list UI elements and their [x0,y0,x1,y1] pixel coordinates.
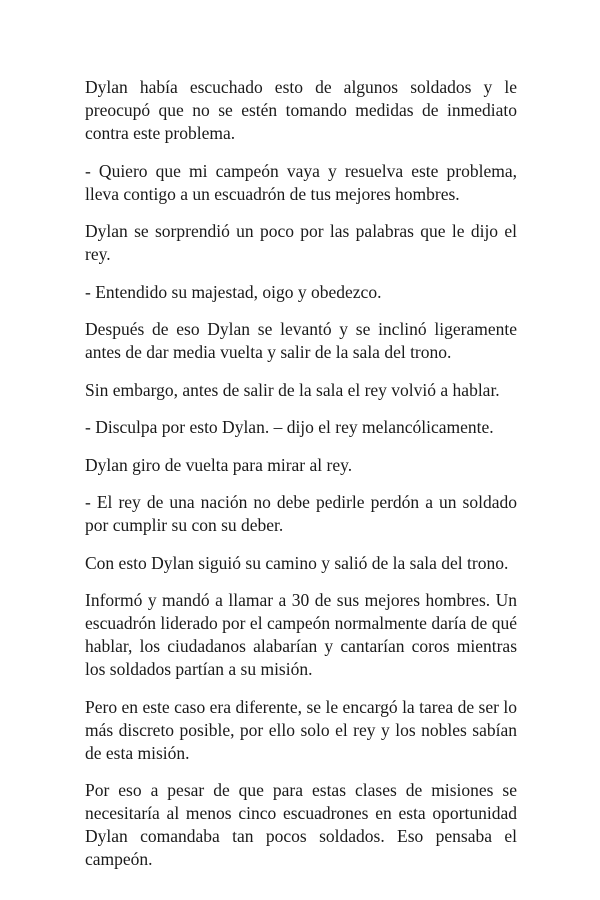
paragraph-13: Por eso a pesar de que para estas clases de misiones se necesitaría al menos cinco escuadrones en esta oportunidad Dylan comandaba tan pocos soldados. Eso pensaba el campeón. [85,780,517,869]
paragraph-9: - El rey de una nación no debe pedirle perdón a un soldado por cumplir su con su deber. [85,492,517,535]
document-page [85,76,517,886]
paragraph-2: - Quiero que mi campeón vaya y resuelva este problema, lleva contigo a un escuadrón de tus mejores hombres. [85,160,517,204]
paragraph-6: Sin embargo, antes de salir de la sala el rey volvió a hablar. [85,379,500,400]
paragraph-12: Pero en este caso era diferente, se le encargó la tarea de ser lo más discreto posible, por ello solo el rey y los nobles sabían de esta misión. [85,696,517,763]
paragraph-1: Dylan había escuchado esto de algunos soldados y le preocupó que no se estén tomando medidas de inmediato contra este problema. [85,77,517,143]
paragraph-8: Dylan giro de vuelta para mirar al rey. [85,454,353,475]
paragraph-4: - Entendido su majestad, oigo y obedezco. [85,281,382,302]
paragraph-7: - Disculpa por esto Dylan. – dijo el rey melancólicamente. [85,417,494,437]
paragraph-11: Informó y mandó a llamar a 30 de sus mejores hombres. Un escuadrón liderado por el campeón normalmente daría de qué hablar, los ciudadanos alabarían y cantarían coros mientras los soldados partían a su misión. [85,590,517,679]
paragraph-3: Dylan se sorprendió un poco por las palabras que le dijo el rey. [85,221,517,264]
paragraph-5: Después de eso Dylan se levantó y se inclinó ligeramente antes de dar media vuelta y salir de la sala del trono. [85,319,517,362]
paragraph-10: Con esto Dylan siguió su camino y salió de la sala del trono. [85,552,509,573]
